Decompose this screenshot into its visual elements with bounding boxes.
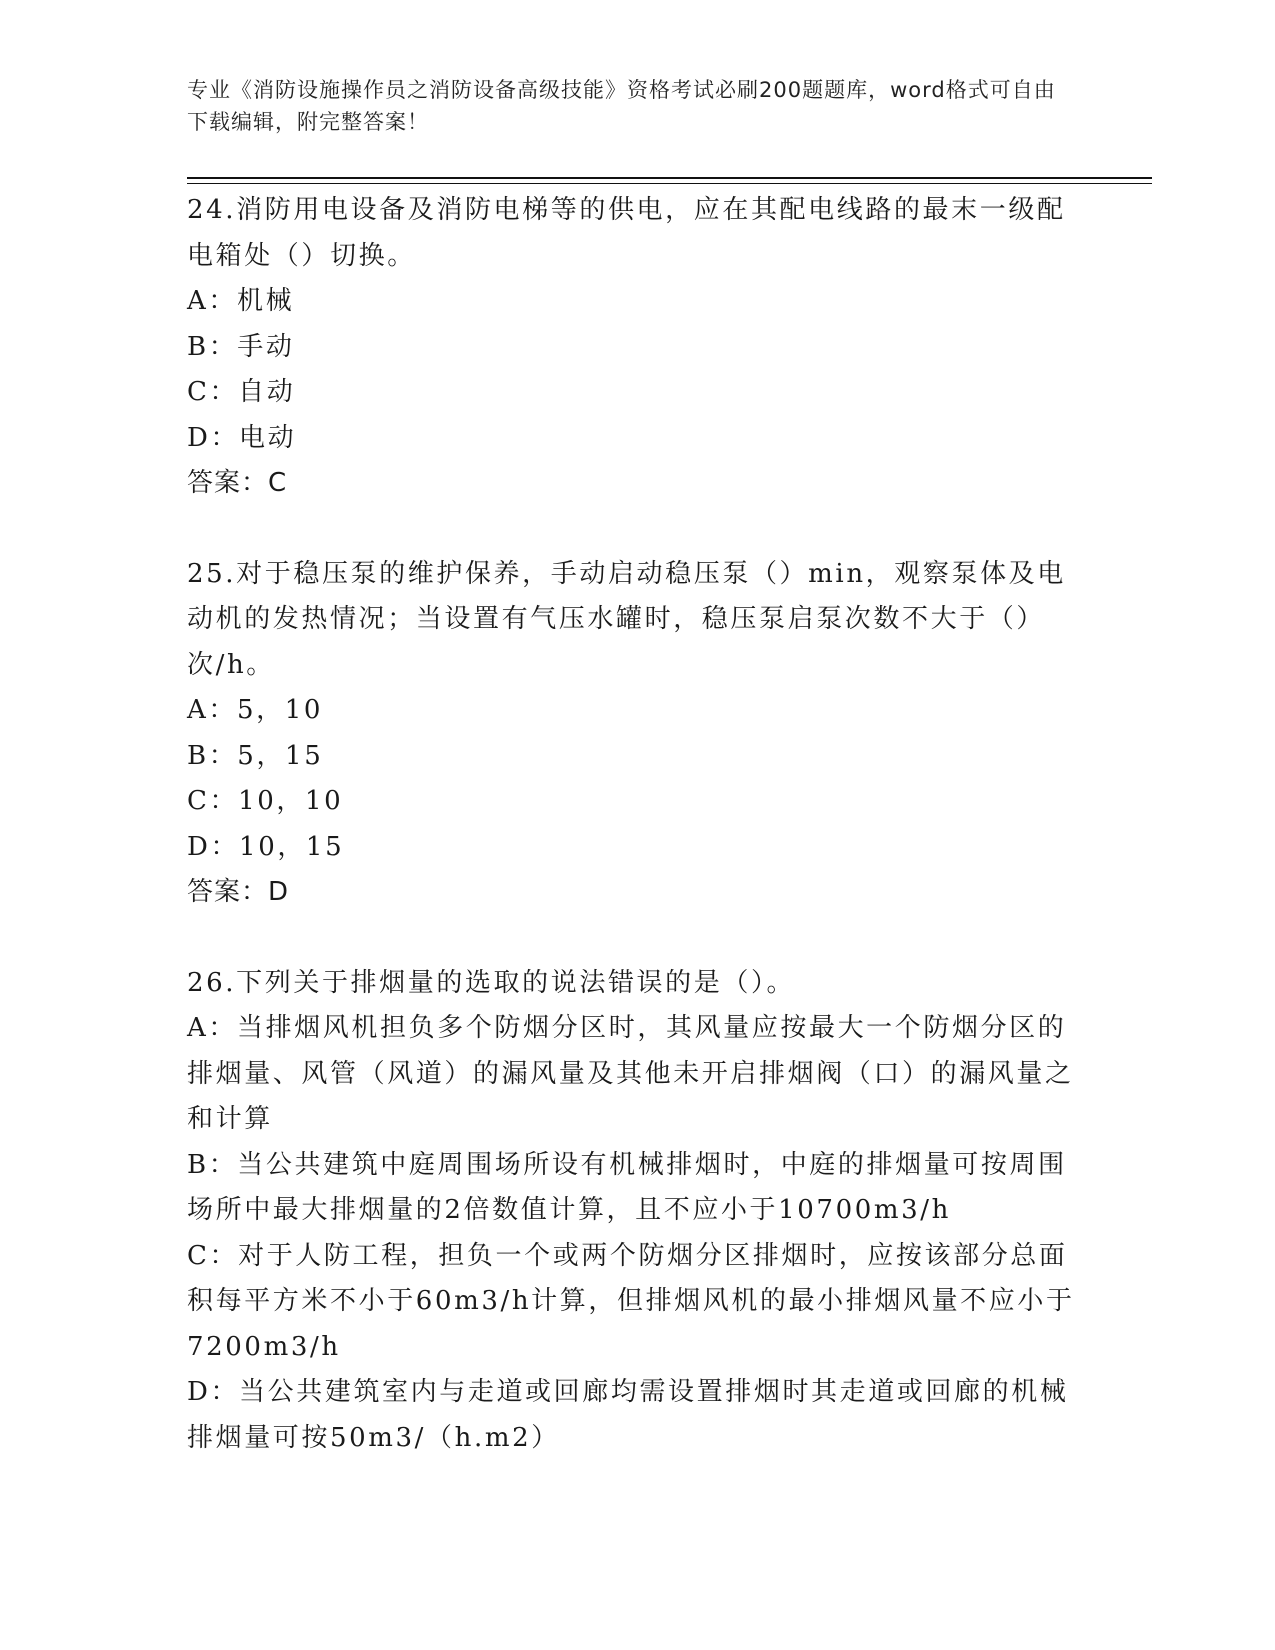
question-24 bbox=[187, 188, 1082, 507]
answer-label: 答案：D bbox=[187, 877, 290, 907]
option-d: D：电动 bbox=[187, 422, 297, 453]
option-a: A：机械 bbox=[187, 286, 295, 316]
option-c: C：自动 bbox=[187, 377, 296, 407]
question-list bbox=[187, 188, 1082, 1506]
question-stem: 25.对于稳压泵的维护保养，手动启动稳压泵（）min，观察泵体及电动机的发热情况；当设置有气压水罐时，稳压泵启泵次数不大于（）次/h。 bbox=[187, 558, 1066, 680]
option-b: B：5，15 bbox=[187, 740, 324, 771]
question-25 bbox=[187, 552, 1082, 916]
option-d: D：当公共建筑室内与走道或回廊均需设置排烟时其走道或回廊的机械排烟量可按50m3/（h.m2） bbox=[187, 1377, 1069, 1453]
option-a: A：当排烟风机担负多个防烟分区时，其风量应按最大一个防烟分区的排烟量、风管（风道）的漏风量及其他未开启排烟阀（口）的漏风量之和计算 bbox=[187, 1013, 1074, 1134]
option-d: D：10，15 bbox=[187, 831, 345, 862]
option-c: C：10，10 bbox=[187, 786, 344, 816]
header-divider-thick bbox=[187, 177, 1152, 179]
question-stem: 26.下列关于排烟量的选取的说法错误的是（）。 bbox=[187, 967, 796, 998]
answer-label: 答案：C bbox=[187, 468, 288, 498]
option-b: B：当公共建筑中庭周围场所设有机械排烟时，中庭的排烟量可按周围场所中最大排烟量的2倍数值计算，且不应小于10700m3/h bbox=[187, 1149, 1067, 1225]
document-header: 专业《消防设施操作员之消防设备高级技能》资格考试必刷200题题库，word格式可自由下载编辑，附完整答案！ bbox=[187, 78, 1056, 134]
option-a: A：5，10 bbox=[187, 695, 324, 725]
question-26 bbox=[187, 961, 1082, 1462]
header-divider-thin bbox=[187, 183, 1152, 184]
option-b: B：手动 bbox=[187, 331, 295, 362]
question-stem: 24.消防用电设备及消防电梯等的供电，应在其配电线路的最末一级配电箱处（）切换。 bbox=[187, 195, 1066, 271]
option-c: C：对于人防工程，担负一个或两个防烟分区排烟时，应按该部分总面积每平方米不小于60m3/h计算，但排烟风机的最小排烟风量不应小于7200m3/h bbox=[187, 1240, 1075, 1362]
